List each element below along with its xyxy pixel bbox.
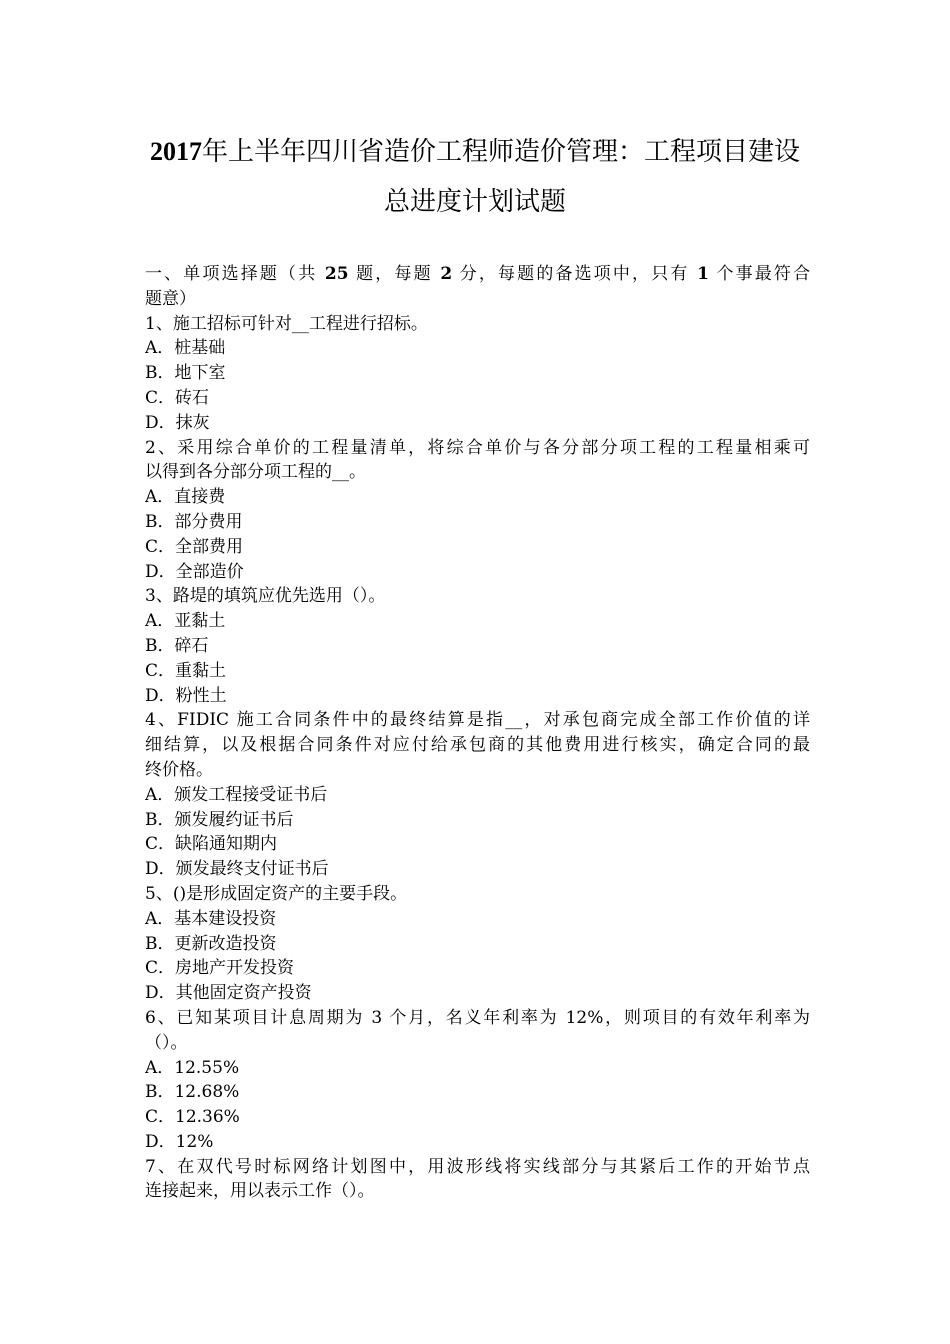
question-option: A．基本建设投资 — [145, 908, 277, 929]
question — [145, 1155, 810, 1205]
question-text: 终价格。 — [145, 759, 213, 780]
question-text: 以得到各分部分项工程的__。 — [145, 462, 366, 483]
question-option: C．全部费用 — [145, 536, 244, 557]
question-option: B．颁发履约证书后 — [145, 809, 294, 830]
question-option: A．亚黏土 — [145, 611, 226, 632]
question-option: B．地下室 — [145, 363, 226, 384]
question-text: 3、路堤的填筑应优先选用（）。 — [145, 586, 386, 607]
question-text: 细结算，以及根据合同条件对应付给承包商的其他费用进行核实，确定合同的最 — [145, 735, 810, 756]
question-text: 7、在双代号时标网络计划图中，用波形线将实线部分与其紧后工作的开始节点 — [145, 1156, 810, 1177]
question-option: A．12.55% — [145, 1057, 240, 1078]
question-option: D．12% — [145, 1131, 214, 1152]
question-option: B．部分费用 — [145, 511, 243, 532]
question-option: B．更新改造投资 — [145, 933, 277, 954]
question-text: 4、FIDIC 施工合同条件中的最终结算是指__，对承包商完成全部工作价值的详 — [145, 710, 810, 731]
section-heading: 一、单项选择题（共 25 题，每题 2 分，每题的备选项中，只有 1 个事最符合 — [145, 264, 810, 284]
question-text: 2、采用综合单价的工程量清单，将综合单价与各分部分项工程的工程量相乘可 — [145, 437, 810, 458]
question-option: D．粉性土 — [145, 685, 227, 706]
question — [145, 882, 810, 1006]
question-option: C．重黏土 — [145, 660, 227, 681]
question-option: C．砖石 — [145, 387, 210, 408]
document-title-line2: 总进度计划试题 — [383, 187, 566, 217]
question-option: D．全部造价 — [145, 561, 244, 582]
section-heading-cont: 题意） — [145, 288, 196, 309]
title-year: 2017 — [149, 137, 202, 166]
question-option: A．桩基础 — [145, 338, 226, 359]
question-option: B．12.68% — [145, 1082, 240, 1103]
question-text: 5、()是形成固定资产的主要手段。 — [145, 883, 408, 904]
question-list — [145, 312, 810, 1205]
question-option: A．直接费 — [145, 487, 226, 508]
document-body — [145, 262, 810, 1204]
question-option: D．其他固定资产投资 — [145, 983, 312, 1004]
question — [145, 436, 810, 585]
question-option: C．房地产开发投资 — [145, 958, 295, 979]
question-option: A．颁发工程接受证书后 — [145, 784, 328, 805]
question-option: C．缺陷通知期内 — [145, 834, 278, 855]
question-text: （）。 — [145, 1032, 188, 1053]
question — [145, 584, 810, 708]
question — [145, 708, 810, 882]
title-text: 年上半年四川省造价工程师造价管理：工程项目建设 — [201, 137, 800, 167]
question-text: 1、施工招标可针对__工程进行招标。 — [145, 313, 428, 334]
question-option: B．碎石 — [145, 635, 209, 656]
question — [145, 1006, 810, 1155]
question-option: D．抹灰 — [145, 412, 210, 433]
question — [145, 312, 810, 436]
question-text: 6、已知某项目计息周期为 3 个月，名义年利率为 12%，则项目的有效年利率为 — [145, 1007, 810, 1028]
question-text: 连接起来，用以表示工作（）。 — [145, 1181, 375, 1202]
question-option: D．颁发最终支付证书后 — [145, 859, 329, 880]
document-title-line1 — [100, 136, 850, 168]
question-option: C．12.36% — [145, 1107, 240, 1128]
